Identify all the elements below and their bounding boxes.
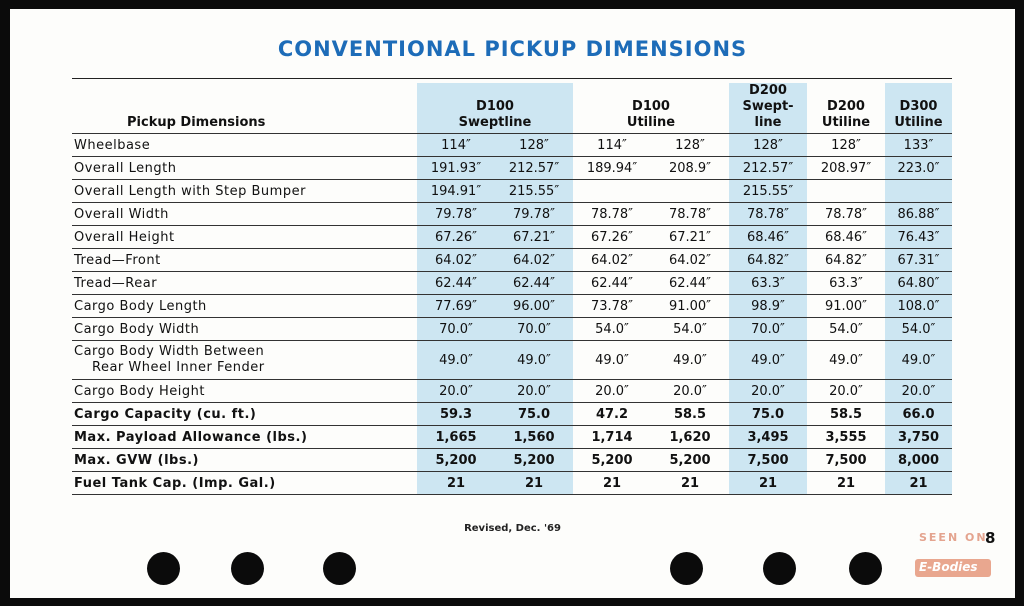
table-cell: 1,560 [495, 426, 573, 449]
table-cell: 62.44″ [417, 272, 495, 295]
binder-hole [231, 552, 264, 585]
table-cell: 191.93″ [417, 157, 495, 180]
table-cell: 73.78″ [573, 295, 651, 318]
table-row [72, 295, 952, 318]
table-cell: 49.0″ [417, 341, 495, 380]
row-label: Cargo Body Length [72, 295, 417, 318]
table-cell: 68.46″ [807, 226, 885, 249]
table-row [72, 272, 952, 295]
table-cell: 128″ [729, 134, 807, 157]
table-cell: 20.0″ [807, 380, 885, 403]
table-cell: 189.94″ [573, 157, 651, 180]
table-cell: 49.0″ [651, 341, 729, 380]
spec-sheet-page [10, 9, 1015, 598]
table-cell: 68.46″ [729, 226, 807, 249]
table-row [72, 403, 952, 426]
table-cell: 20.0″ [729, 380, 807, 403]
table-cell: 20.0″ [495, 380, 573, 403]
table-row [72, 426, 952, 449]
table-cell: 128″ [495, 134, 573, 157]
table-cell: 21 [495, 472, 573, 495]
table-cell: 64.02″ [573, 249, 651, 272]
column-group-d100-sweptline: D100 Sweptline [417, 83, 573, 134]
table-cell: 49.0″ [729, 341, 807, 380]
table-row [72, 180, 952, 203]
table-cell: 78.78″ [807, 203, 885, 226]
table-cell: 67.21″ [651, 226, 729, 249]
table-cell: 20.0″ [573, 380, 651, 403]
table-cell: 21 [651, 472, 729, 495]
table-cell: 64.82″ [729, 249, 807, 272]
table-row [72, 203, 952, 226]
table-cell: 70.0″ [495, 318, 573, 341]
table-cell: 59.3 [417, 403, 495, 426]
row-label: Cargo Body Height [72, 380, 417, 403]
table-cell: 78.78″ [729, 203, 807, 226]
table-cell: 20.0″ [885, 380, 952, 403]
row-label: Tread—Front [72, 249, 417, 272]
table-cell: 64.02″ [651, 249, 729, 272]
table-row [72, 449, 952, 472]
table-cell: 78.78″ [573, 203, 651, 226]
table-cell: 67.26″ [573, 226, 651, 249]
table-cell: 128″ [807, 134, 885, 157]
table-cell: 86.88″ [885, 203, 952, 226]
row-label: Tread—Rear [72, 272, 417, 295]
table-cell: 47.2 [573, 403, 651, 426]
table-cell: 63.3″ [807, 272, 885, 295]
table-cell: 128″ [651, 134, 729, 157]
row-label: Cargo Body Width [72, 318, 417, 341]
table-cell: 64.80″ [885, 272, 952, 295]
table-cell: 215.55″ [729, 180, 807, 203]
table-cell: 133″ [885, 134, 952, 157]
table-cell: 79.78″ [417, 203, 495, 226]
table-row [72, 134, 952, 157]
row-label: Overall Height [72, 226, 417, 249]
row-label: Max. Payload Allowance (lbs.) [72, 426, 417, 449]
table-cell: 78.78″ [651, 203, 729, 226]
table-cell: 5,200 [651, 449, 729, 472]
table-cell: 5,200 [495, 449, 573, 472]
table-cell: 62.44″ [495, 272, 573, 295]
row-label: Overall Length [72, 157, 417, 180]
row-label: Max. GVW (lbs.) [72, 449, 417, 472]
table-row [72, 226, 952, 249]
table-cell: 3,750 [885, 426, 952, 449]
table-cell: 75.0 [729, 403, 807, 426]
table-cell: 215.55″ [495, 180, 573, 203]
table-cell: 20.0″ [651, 380, 729, 403]
table-cell: 67.31″ [885, 249, 952, 272]
table-cell: 67.21″ [495, 226, 573, 249]
row-label: Cargo Body Width Between Rear Wheel Inner Fender [72, 341, 417, 380]
table-cell: 21 [885, 472, 952, 495]
table-cell: 62.44″ [573, 272, 651, 295]
table-cell: 54.0″ [651, 318, 729, 341]
table-cell: 212.57″ [495, 157, 573, 180]
table-cell: 3,555 [807, 426, 885, 449]
table-row [72, 157, 952, 180]
table-cell: 76.43″ [885, 226, 952, 249]
table-cell: 49.0″ [885, 341, 952, 380]
table-cell: 54.0″ [807, 318, 885, 341]
column-group-d100-utiline: D100 Utiline [573, 83, 729, 134]
table-cell: 21 [573, 472, 651, 495]
watermark-logo: SEEN ON E-Bodies [915, 529, 995, 583]
table-cell: 64.82″ [807, 249, 885, 272]
table-header-row [72, 83, 952, 134]
revised-note: Revised, Dec. '69 [464, 523, 561, 534]
table-cell: 1,665 [417, 426, 495, 449]
table-cell: 49.0″ [495, 341, 573, 380]
table-cell: 91.00″ [651, 295, 729, 318]
table-cell: 108.0″ [885, 295, 952, 318]
column-group-d200-sweptline: D200 Swept- line [729, 83, 807, 134]
table-cell: 58.5 [651, 403, 729, 426]
table-cell: 223.0″ [885, 157, 952, 180]
row-label: Wheelbase [72, 134, 417, 157]
table-cell: 21 [807, 472, 885, 495]
row-label: Fuel Tank Cap. (Imp. Gal.) [72, 472, 417, 495]
table-cell: 96.00″ [495, 295, 573, 318]
row-label-header: Pickup Dimensions [72, 83, 417, 134]
table-cell: 21 [729, 472, 807, 495]
page-title: CONVENTIONAL PICKUP DIMENSIONS [277, 37, 748, 61]
row-label: Overall Width [72, 203, 417, 226]
table-cell: 67.26″ [417, 226, 495, 249]
row-label: Cargo Capacity (cu. ft.) [72, 403, 417, 426]
table-row [72, 341, 952, 380]
dimensions-table [72, 83, 952, 495]
table-cell: 1,714 [573, 426, 651, 449]
binder-hole [849, 552, 882, 585]
table-cell: 77.69″ [417, 295, 495, 318]
table-cell: 66.0 [885, 403, 952, 426]
table-row [72, 472, 952, 495]
table-row [72, 380, 952, 403]
page-number: 8 [985, 529, 996, 547]
table-cell: 3,495 [729, 426, 807, 449]
binder-hole [323, 552, 356, 585]
row-label: Overall Length with Step Bumper [72, 180, 417, 203]
column-group-d300-utiline: D300 Utiline [885, 83, 952, 134]
column-group-d200-utiline: D200 Utiline [807, 83, 885, 134]
table-cell: 194.91″ [417, 180, 495, 203]
table-cell: 208.97″ [807, 157, 885, 180]
table-cell: 5,200 [573, 449, 651, 472]
table-cell: 79.78″ [495, 203, 573, 226]
table-cell: 21 [417, 472, 495, 495]
table-cell: 5,200 [417, 449, 495, 472]
table-cell [651, 180, 729, 203]
table-cell: 70.0″ [417, 318, 495, 341]
table-cell: 20.0″ [417, 380, 495, 403]
table-cell: 49.0″ [573, 341, 651, 380]
table-cell [573, 180, 651, 203]
table-row [72, 318, 952, 341]
table-cell: 114″ [417, 134, 495, 157]
binder-hole [670, 552, 703, 585]
table-cell: 7,500 [729, 449, 807, 472]
binder-hole [763, 552, 796, 585]
table-cell: 54.0″ [885, 318, 952, 341]
table-cell: 64.02″ [495, 249, 573, 272]
table-cell: 58.5 [807, 403, 885, 426]
table-cell: 98.9″ [729, 295, 807, 318]
table-cell: 212.57″ [729, 157, 807, 180]
table-cell: 64.02″ [417, 249, 495, 272]
table-cell: 70.0″ [729, 318, 807, 341]
table-cell: 7,500 [807, 449, 885, 472]
table-cell [807, 180, 885, 203]
table-cell: 62.44″ [651, 272, 729, 295]
table-cell: 208.9″ [651, 157, 729, 180]
binder-hole [147, 552, 180, 585]
table-cell: 1,620 [651, 426, 729, 449]
table-row [72, 249, 952, 272]
table-cell: 91.00″ [807, 295, 885, 318]
table-cell: 49.0″ [807, 341, 885, 380]
table-cell: 75.0 [495, 403, 573, 426]
top-rule [72, 78, 952, 79]
table-cell: 63.3″ [729, 272, 807, 295]
table-cell: 8,000 [885, 449, 952, 472]
table-cell [885, 180, 952, 203]
table-cell: 54.0″ [573, 318, 651, 341]
table-cell: 114″ [573, 134, 651, 157]
